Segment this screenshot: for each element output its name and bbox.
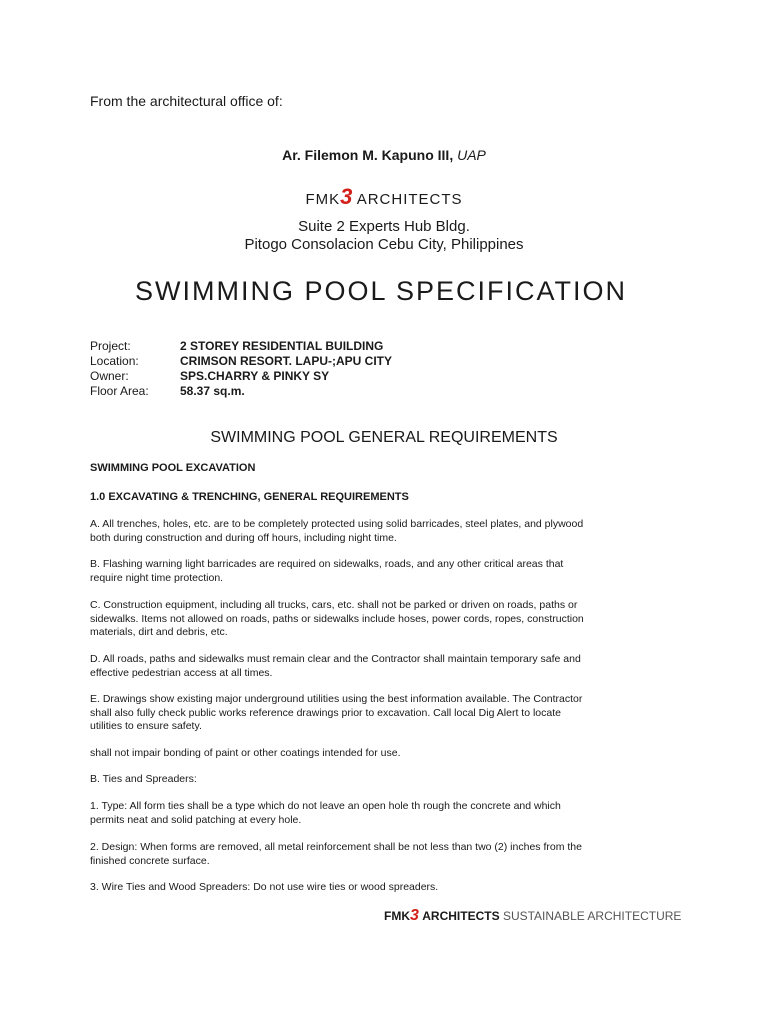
owner-label: Owner:	[90, 369, 129, 383]
location-label: Location:	[90, 354, 139, 368]
firm-logo	[0, 184, 768, 209]
architect-name	[0, 147, 768, 163]
firm-prefix: FMK	[305, 191, 341, 208]
footer-brand	[384, 907, 681, 925]
address-line-1: Suite 2 Experts Hub Bldg.	[298, 218, 470, 235]
owner-value: SPS.CHARRY & PINKY SY	[180, 369, 330, 383]
project-info	[90, 339, 392, 399]
from-line: From the architectural office of:	[90, 93, 283, 109]
paragraph-type: 1. Type: All form ties shall be a type which do not leave an open hole th rough the concrete and which permits neat and solid patching at every hole.	[90, 800, 561, 826]
footer-firm-suffix: ARCHITECTS	[422, 909, 500, 923]
project-label: Project:	[90, 339, 131, 353]
paragraph-bonding: shall not impair bonding of paint or other coatings intended for use.	[90, 747, 401, 759]
paragraph-b: B. Flashing warning light barricades are required on sidewalks, roads, and any other critical areas that require night time protection.	[90, 558, 564, 584]
footer-firm-mark: 3	[410, 907, 419, 924]
paragraph-c: C. Construction equipment, including all trucks, cars, etc. shall not be parked or driven on roads, paths or sidewalks. Items not allowed on roads, paths or sidewalks include hoses, power cords, ropes, construction materials, dirt and debris, etc.	[90, 599, 584, 638]
firm-suffix: ARCHITECTS	[356, 191, 463, 208]
project-row	[90, 339, 392, 354]
paragraph-e: E. Drawings show existing major underground utilities using the best information available. The Contractor shall also fully check public works reference drawings prior to excavation. Call local Dig Alert to locate utilities to ensure safety.	[90, 693, 583, 732]
floor-area-value: 58.37 sq.m.	[180, 384, 245, 398]
paragraph-wire-ties: 3. Wire Ties and Wood Spreaders: Do not use wire ties or wood spreaders.	[90, 881, 439, 893]
section-title: SWIMMING POOL GENERAL REQUIREMENTS	[210, 429, 558, 446]
address-line-2: Pitogo Consolacion Cebu City, Philippines	[244, 236, 524, 253]
floor-area-label: Floor Area:	[90, 384, 149, 398]
location-value: CRIMSON RESORT. LAPU-;APU CITY	[180, 354, 393, 368]
floor-area-row	[90, 384, 392, 399]
paragraph-d: D. All roads, paths and sidewalks must remain clear and the Contractor shall maintain temporary safe and effective pedestrian access at all times.	[90, 653, 581, 679]
paragraph-a: A. All trenches, holes, etc. are to be completely protected using solid barricades, steel plates, and plywood both during construction and during off hours, including night time.	[90, 518, 584, 544]
document-title: SWIMMING POOL SPECIFICATION	[134, 276, 628, 306]
owner-row	[90, 369, 392, 384]
location-row	[90, 354, 392, 369]
firm-mark: 3	[340, 184, 353, 209]
subheading-excavation: SWIMMING POOL EXCAVATION	[90, 462, 256, 474]
paragraph-ties-heading: B. Ties and Spreaders:	[90, 773, 197, 785]
footer-tagline: SUSTAINABLE ARCHITECTURE	[502, 909, 682, 923]
project-value: 2 STOREY RESIDENTIAL BUILDING	[180, 339, 384, 353]
architect-name-text: Ar. Filemon M. Kapuno III,	[282, 147, 454, 163]
footer-firm-prefix: FMK	[384, 909, 410, 923]
subheading-trenching: 1.0 EXCAVATING & TRENCHING, GENERAL REQUIREMENTS	[90, 491, 409, 503]
paragraph-design: 2. Design: When forms are removed, all metal reinforcement shall be not less than two (2) inches from the finished concrete surface.	[90, 841, 582, 867]
architect-suffix: UAP	[457, 147, 486, 163]
